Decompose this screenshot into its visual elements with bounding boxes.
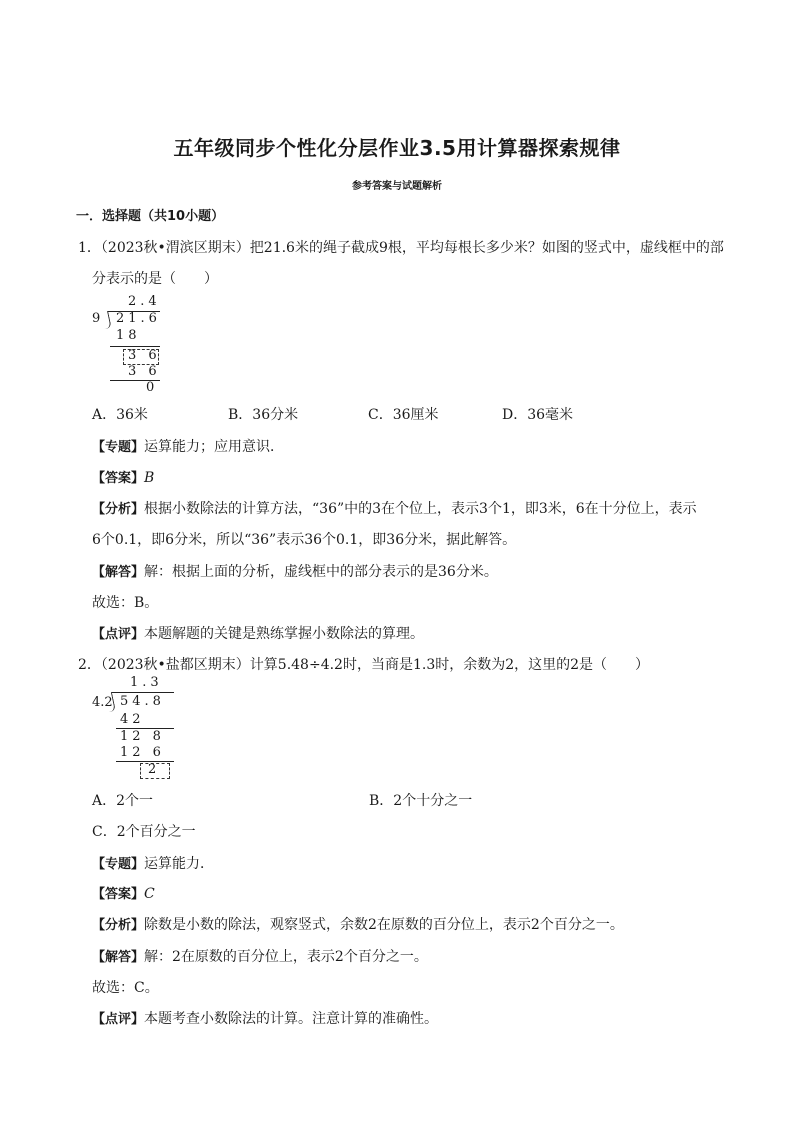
q1-analysis-text1: 根据小数除法的计算方法，“36”中的3在个位上，表示3个1，即3米，6在十分位上，表示: [144, 501, 697, 517]
q2-option-a[interactable]: A．2个一: [92, 793, 154, 809]
q1-option-b[interactable]: B．36分米: [228, 407, 299, 423]
q2-dividend: 54.8: [120, 694, 165, 709]
q2-remainder: 2: [148, 762, 161, 777]
q2-comment: [92, 1008, 438, 1028]
q1-analysis-line1: [92, 498, 697, 518]
q2-answer-tag: 【答案】: [92, 887, 145, 902]
q1-topic: [92, 436, 284, 456]
q2-option-c[interactable]: C．2个百分之一: [92, 824, 196, 840]
q1-remainder: 0: [146, 380, 159, 395]
q1-topic-tag: 【专题】: [92, 440, 145, 455]
q1-divisor: 9: [92, 311, 105, 326]
q1-option-a[interactable]: A．36米: [92, 407, 148, 423]
q2-topic: [92, 853, 214, 873]
section-heading: 一．选择题（共10小题）: [76, 209, 225, 224]
q1-solution: [92, 561, 498, 581]
q2-comment-text: 本题考查小数除法的计算。注意计算的准确性。: [144, 1011, 439, 1027]
q2-comment-tag: 【点评】: [92, 1012, 145, 1027]
q1-quotient: 2.4: [128, 294, 161, 309]
q1-stem-line1: 1．（2023秋•渭滨区期末）把21.6米的绳子截成9根，平均每根长多少米？如图的竖式中，虚线框中的部: [78, 240, 724, 256]
q1-topic-text: 运算能力；应用意识．: [144, 439, 285, 455]
q1-analysis-tag: 【分析】: [92, 502, 145, 517]
q2-step2: 12 8: [120, 729, 165, 744]
q1-line1: [110, 346, 160, 347]
q2-choice: 故选：C。: [92, 980, 159, 996]
q1-option-c[interactable]: C．36厘米: [368, 407, 439, 423]
q1-comment-tag: 【点评】: [92, 627, 145, 642]
q2-solution-tag: 【解答】: [92, 950, 145, 965]
q1-division-bracket: [101, 311, 112, 329]
page-subtitle: 参考答案与试题解析: [352, 181, 442, 192]
q2-long-division: [90, 675, 190, 785]
q2-line2: [116, 761, 174, 762]
q2-topic-text: 运算能力．: [144, 856, 215, 872]
q2-divisor: 4.2: [92, 695, 113, 710]
q2-analysis-tag: 【分析】: [92, 918, 145, 933]
q1-answer: [92, 467, 154, 486]
q2-division-bar: [112, 692, 174, 693]
q1-answer-text: B: [144, 470, 155, 486]
q2-step3: 12 6: [120, 745, 165, 760]
q1-step1: 18: [116, 328, 141, 343]
q1-solution-tag: 【解答】: [92, 565, 145, 580]
q2-answer: [92, 883, 155, 902]
q1-analysis-line2: 6个0.1，即6分米，所以“36”表示36个0.1，即36分米，据此解答。: [92, 532, 517, 548]
q2-answer-text: C: [144, 886, 155, 902]
q1-stem-line2: 分表示的是（ ）: [92, 271, 218, 287]
q1-step3: 3 6: [128, 364, 161, 379]
q2-quotient: 1.3: [130, 675, 163, 690]
q2-analysis: [92, 914, 624, 934]
q1-comment: [92, 623, 424, 643]
q1-dividend: 21.6: [116, 311, 161, 326]
q2-stem: 2．（2023秋•盐都区期末）计算5.48÷4.2时，当商是1.3时，余数为2，这里的2是（ ）: [78, 657, 650, 673]
q1-comment-text: 本题解题的关键是熟练掌握小数除法的算理。: [144, 626, 425, 642]
q2-solution: [92, 946, 428, 966]
q2-topic-tag: 【专题】: [92, 857, 145, 872]
q2-analysis-text: 除数是小数的除法，观察竖式，余数2在原数的百分位上，表示2个百分之一。: [144, 917, 624, 933]
q1-answer-tag: 【答案】: [92, 471, 145, 486]
page-title: 五年级同步个性化分层作业3.5用计算器探索规律: [173, 136, 621, 160]
q1-option-d[interactable]: D．36毫米: [502, 407, 574, 423]
q1-solution-text: 解：根据上面的分析，虚线框中的部分表示的是36分米。: [144, 564, 498, 580]
q1-long-division: [90, 294, 180, 394]
q1-step2: 3 6: [128, 348, 161, 363]
q1-choice: 故选：B。: [92, 595, 159, 611]
q2-solution-text: 解：2在原数的百分位上，表示2个百分之一。: [144, 949, 428, 965]
q2-option-b[interactable]: B．2个十分之一: [369, 793, 473, 809]
q2-step1: 42: [120, 712, 145, 727]
